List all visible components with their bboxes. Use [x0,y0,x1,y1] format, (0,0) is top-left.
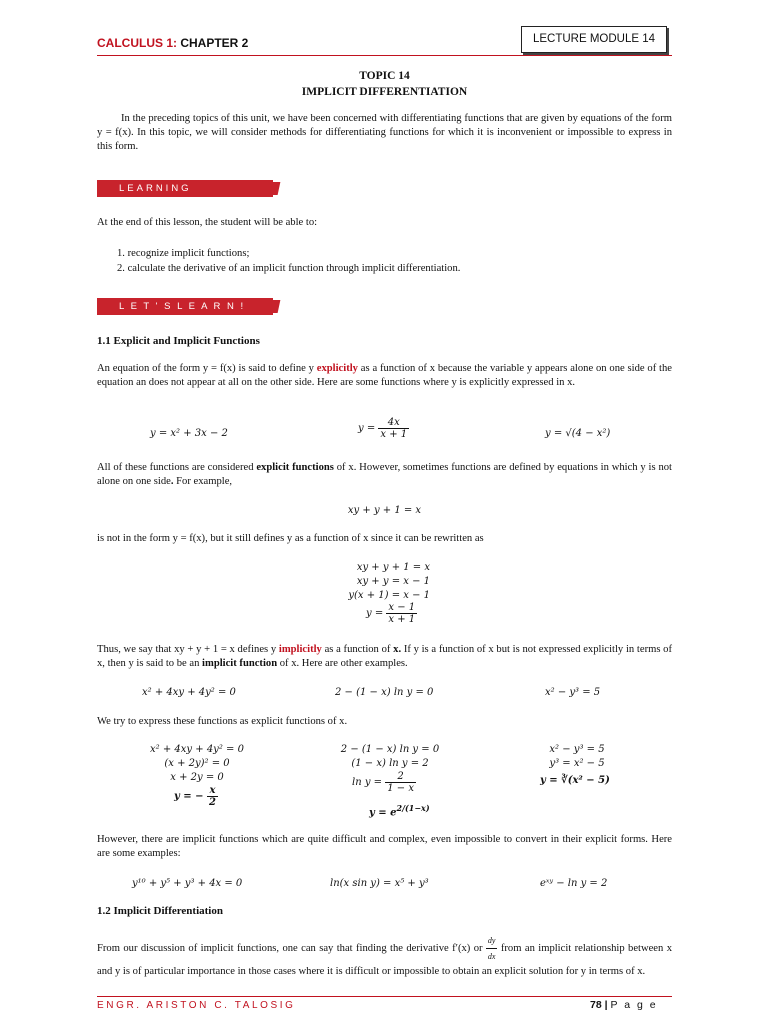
implicitly-highlight: implicitly [278,644,322,655]
complex-eq-3: eˣʸ − ln y = 2 [540,878,608,889]
fraction [386,602,417,625]
implicit-eq-1: x² + 4xy + 4y² = 0 [142,687,236,698]
equation-example: xy + y + 1 = x [347,505,422,516]
numerator: 2 [385,771,416,783]
step-line: x² + 4xy + 4y² = 0 [150,744,244,755]
text-span: of x. However, sometimes functions are defined by equations in which y is not alone on one side [97,462,672,488]
objectives-list [117,246,677,276]
footer-author: ENGR. ARISTON C. TALOSIG [97,1000,296,1011]
intro-paragraph: In the preceding topics of this unit, we have been concerned with differentiating functions that are given by equations of the form y = f(x). In this topic, we will consider methods for differentiating functions for which it is inconvenient or impossible to express in this form. [97,113,672,153]
lecture-module-box: LECTURE MODULE 14 [521,26,667,53]
text-span: from an implicit relationship between x and y is of particular importance in those cases where it is difficult or impossible to obtain an explicit solution for y in terms of x. [97,942,673,977]
dy-dx-fraction [486,933,498,964]
text-span: An equation of the form y = f(x) is said to define y [97,363,317,374]
solution-col-1 [142,743,252,785]
bold-term: . [170,476,174,488]
eq-lhs: y = [366,608,384,619]
complex-paragraph: However, there are implicit functions which are quite difficult and complex, even impossible to convert in their explicit forms. Here are some examples: [97,834,672,860]
rewrite-steps [340,561,430,603]
convert-paragraph: We try to express these functions as explicit functions of x. [97,716,348,727]
topic-title: IMPLICIT DIFFERENTIATION [301,86,468,98]
denominator: x + 1 [380,429,408,440]
explicit-functions-paragraph [97,461,672,489]
denominator: 2 [209,797,216,808]
exponent: 2/(1−x) [396,803,430,813]
solution-col-2 [335,743,445,771]
page-word: P a g e [610,999,658,1011]
text-span: If y is a function of x but is not expressed explicitly in terms of x, then y is said to be an [97,644,673,670]
explicitly-highlight: explicitly [316,363,358,374]
bold-term: explicit functions [256,462,334,473]
bold-term: implicit function [202,658,278,670]
text-span: For example, [173,476,233,488]
footer-page [590,999,658,1011]
course-chapter-header [97,36,248,50]
complex-eq-1: y¹⁰ + y⁵ + y³ + 4x = 0 [132,878,243,889]
rewrite-paragraph: is not in the form y = f(x), but it still defines y as a function of x since it can be rewritten as [97,533,484,544]
numerator: 4x [378,417,409,429]
step-line: (x + 2y)² = 0 [164,758,230,769]
bold-term: x. [393,644,402,655]
page-separator: | [604,999,608,1011]
lets-learn-banner: L E T ' S L E A R N ! [97,298,273,315]
fraction [207,785,218,808]
text-span: All of these functions are considered [97,462,257,473]
text-span: as a function of [321,644,394,655]
step-line: y(x + 1) = x − 1 [348,590,430,601]
fraction [378,417,409,440]
eq-lhs: y = − [174,791,204,802]
denominator: x + 1 [388,614,416,625]
header-rule [97,55,672,56]
step-line: 2 − (1 − x) ln y = 0 [340,744,440,755]
page-number: 78 [590,999,602,1011]
chapter-label: CHAPTER 2 [180,36,249,50]
step-line: x + 2y = 0 [170,772,224,783]
course-label: CALCULUS 1: [97,36,177,50]
solution-col-1-result [174,785,218,808]
fraction [385,771,416,794]
implicit-eq-3: x² − y³ = 5 [545,687,601,698]
implicit-paragraph [97,643,672,671]
step-line: xy + y = x − 1 [356,576,430,587]
explicit-paragraph [97,362,672,390]
step-result [366,602,417,625]
denominator: 1 − x [387,783,414,794]
implicit-differentiation-paragraph [97,933,672,979]
text-span: as a function of x because the variable y appears alone on one side of the equation an does not appear at all on the other side. Here are some functions where y is explicitly expressed in x. [97,363,672,389]
solution-col-3-result: y = ∛(x² − 5) [540,775,610,786]
step-line: y³ = x² − 5 [549,758,605,769]
step-line: x² − y³ = 5 [549,744,605,755]
denominator: dx [487,952,496,961]
objective-item: 2. calculate the derivative of an implicit function through implicit differentiation. [117,263,461,274]
numerator: x − 1 [388,602,416,613]
text-span: of x. Here are other examples. [277,658,408,670]
numerator: dy [486,933,498,949]
eq-lhs: ln y = [352,777,383,788]
solution-col-3 [542,743,612,771]
solution-col-2-frac [352,771,416,794]
topic-number: TOPIC 14 [359,70,410,82]
equation-sqrt: y = √(4 − x²) [545,428,611,439]
eq-lhs: y = [358,423,376,434]
section-1-1-title: 1.1 Explicit and Implicit Functions [97,335,260,347]
objectives-lead: At the end of this lesson, the student will be able to: [97,217,318,228]
complex-eq-2: ln(x sin y) = x⁵ + y³ [330,878,429,889]
objective-item: 1. recognize implicit functions; [117,248,250,259]
step-line: xy + y + 1 = x [356,562,430,573]
text-span: Thus, we say that xy + y + 1 = x defines y [97,644,279,655]
learning-objectives-banner: LEARNING OBJECTIVES [97,180,273,197]
text-span: From our discussion of implicit functions, one can say that finding the derivative f′(x) or [97,942,486,954]
numerator: x [207,785,218,797]
equation-rational [358,417,409,440]
implicit-eq-2: 2 − (1 − x) ln y = 0 [335,687,434,698]
step-line: (1 − x) ln y = 2 [351,758,429,769]
eq-lhs: y = e [369,807,397,819]
solution-col-2-result [369,803,430,818]
equation-quadratic: y = x² + 3x − 2 [150,428,228,439]
footer-rule [97,996,672,997]
section-1-2-title: 1.2 Implicit Differentiation [97,905,223,917]
